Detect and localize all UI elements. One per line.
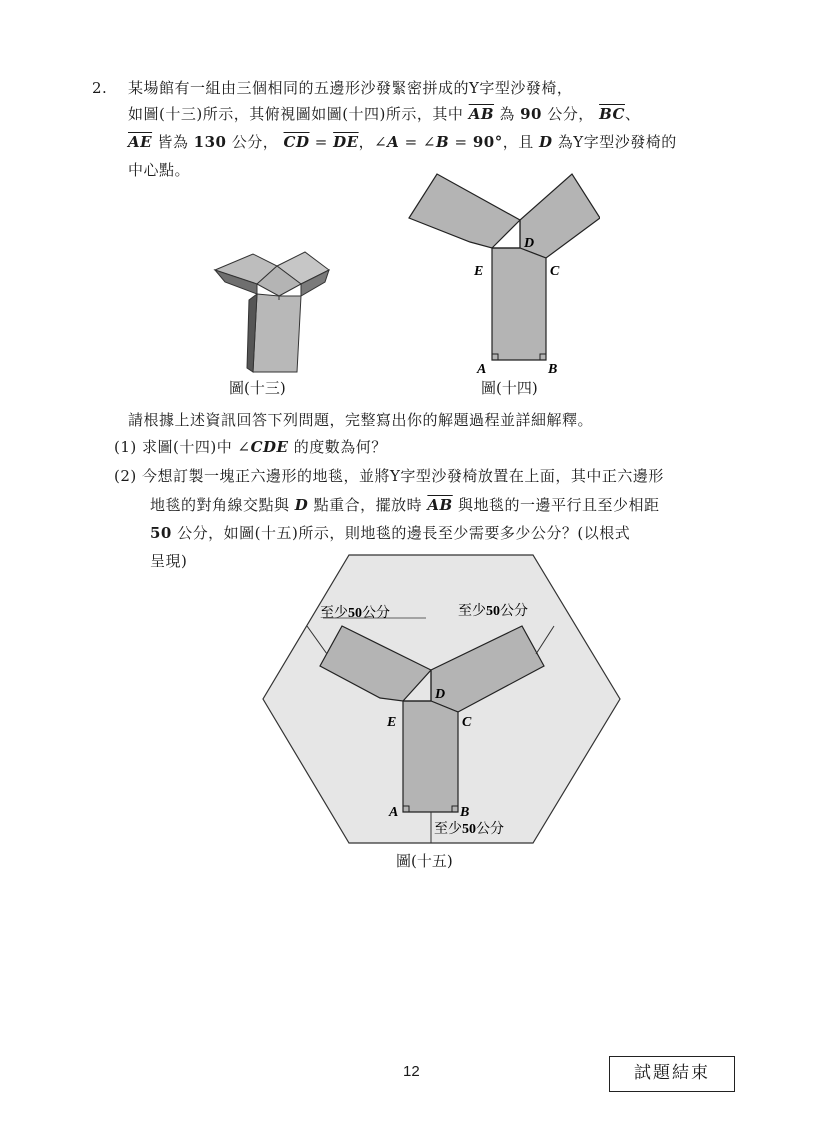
segment-de: $\overline{DE}$: [333, 133, 359, 151]
right-angle-value: 90°: [472, 133, 503, 151]
problem-line-2: [128, 104, 640, 124]
label-e: E: [474, 264, 484, 279]
label-c: C: [462, 715, 472, 730]
label-a: A: [477, 362, 487, 377]
figure-15-caption: 圖(十五): [396, 852, 453, 870]
figure-13-sofa-3d: [205, 240, 335, 378]
problem-line-1: [128, 78, 572, 98]
question-text: (1) 求圖(十四)中 ∠: [114, 438, 251, 456]
sofa-piece-bottom: [403, 701, 458, 812]
angle-cde: CDE: [250, 438, 289, 456]
problem-line-3: [128, 132, 677, 152]
problem-text: 為: [499, 105, 515, 123]
problem-text: 公分，: [547, 105, 594, 123]
label-d: D: [524, 236, 535, 251]
length-ab: 90: [520, 105, 542, 123]
sofa-front-seat: [253, 294, 301, 372]
sofa-piece-left: [409, 174, 520, 248]
distance-value: 50: [150, 524, 172, 542]
margin-label-right: 至少50公分: [458, 604, 528, 619]
length-bc-ae: 130: [193, 133, 227, 151]
end-of-exam-label: 試題結束: [609, 1056, 735, 1092]
figure-15-hexagon-carpet: [260, 550, 622, 848]
label-c: C: [550, 264, 560, 279]
problem-text: 如圖(十三)所示，其俯視圖如圖(十四)所示，其中: [128, 105, 464, 123]
segment-ab: $\overline{AB}$: [468, 105, 495, 123]
question-text: 公分，如圖(十五)所示，則地毯的邊長至少需要多少公分？(以根式: [177, 524, 631, 542]
angle-b: B: [436, 133, 450, 151]
problem-text: 、: [624, 105, 641, 123]
label-d: D: [435, 687, 446, 702]
label-b: B: [548, 362, 558, 377]
problem-text: 公分，: [231, 133, 279, 151]
margin-label-left: 至少50公分: [320, 606, 390, 621]
segment-ab: $\overline{AB}$: [427, 496, 453, 514]
equals-sign: =: [454, 133, 468, 151]
question-2-line-1: (2) 今想訂製一塊正六邊形的地毯，並將Y字型沙發椅放置在上面，其中正六邊形: [114, 467, 664, 485]
equals-sign: =: [314, 133, 328, 151]
equals-sign: = ∠: [404, 133, 436, 151]
segment-ae: $\overline{AE}$: [128, 133, 153, 151]
problem-line-4: 中心點。: [128, 161, 191, 179]
question-2-line-4: 呈現): [150, 552, 188, 570]
questions-intro: 請根據上述資訊回答下列問題，完整寫出你的解題過程並詳細解釋。: [128, 411, 594, 429]
sofa-piece-bottom: [492, 248, 546, 360]
question-text: 點重合，擺放時: [313, 496, 423, 514]
point-d: D: [294, 496, 309, 514]
label-a: A: [389, 805, 399, 820]
question-2-line-3: [150, 523, 630, 543]
problem-text: 為Y字型沙發椅的: [557, 133, 677, 151]
problem-text: ，∠: [358, 133, 388, 151]
question-text: 地毯的對角線交點與: [150, 496, 290, 514]
figure-14-caption: 圖(十四): [481, 379, 538, 397]
segment-bc: $\overline{BC}$: [599, 105, 625, 123]
question-text: 的度數為何？: [288, 438, 387, 456]
question-2-line-2: [150, 495, 660, 515]
margin-label-bottom: 至少50公分: [434, 822, 504, 837]
question-1: [114, 437, 387, 457]
figure-14-top-view: [400, 165, 600, 380]
label-b: B: [460, 805, 470, 820]
question-text: 與地毯的一邊平行且至少相距: [458, 496, 660, 514]
problem-text: 某場館有一組由三個相同的五邊形沙發緊密拼成的Y字型沙發椅，: [128, 79, 573, 97]
problem-text: ，且: [502, 133, 534, 151]
label-e: E: [387, 715, 397, 730]
problem-number: 2.: [92, 79, 108, 97]
angle-a: A: [387, 133, 400, 151]
page-number: 12: [403, 1063, 420, 1080]
figure-13-caption: 圖(十三): [229, 379, 286, 397]
point-d: D: [539, 133, 553, 151]
segment-cd: $\overline{CD}$: [283, 133, 310, 151]
problem-text: 皆為: [157, 133, 189, 151]
